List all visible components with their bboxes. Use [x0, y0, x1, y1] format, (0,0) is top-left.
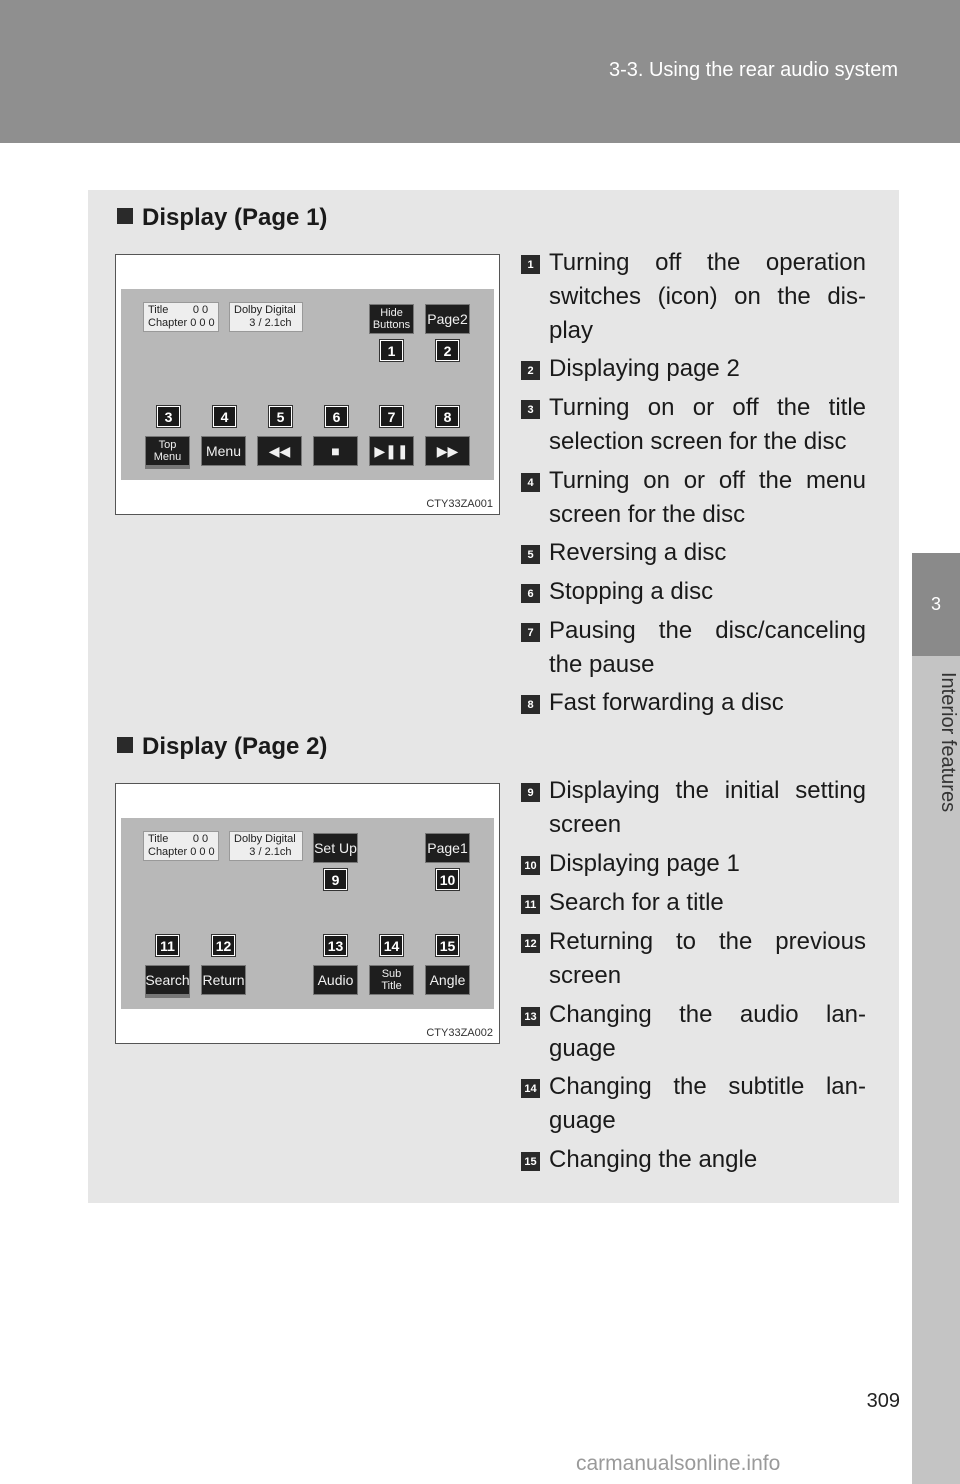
item-text: Search for a title: [549, 889, 724, 916]
item-text: Turning off the operation switches (icon) on the dis-play: [549, 249, 866, 344]
list-item: [521, 774, 866, 842]
callout-badge: 6: [325, 406, 348, 427]
item-text: Returning to the previous screen: [549, 928, 866, 989]
chapter-label: Interior features: [937, 672, 959, 813]
list-item: [521, 464, 866, 532]
item-text: Displaying page 1: [549, 850, 740, 877]
item-text: Changing the angle: [549, 1146, 758, 1173]
page2-figure: [115, 783, 500, 1044]
number-marker: 1: [521, 255, 540, 274]
page1-figure: [115, 254, 500, 515]
page1-screen: [121, 289, 494, 480]
list-item: [521, 575, 866, 609]
callout-badge: 1: [380, 340, 403, 361]
callout-badge: 8: [436, 406, 459, 427]
menu-button[interactable]: Menu: [201, 436, 246, 466]
callout-badge: 11: [156, 935, 179, 956]
list-item: [521, 847, 866, 881]
page2-heading-text: Display (Page 2): [142, 733, 328, 760]
top-menu-button[interactable]: Top Menu: [145, 436, 190, 466]
item-text: Turning on or off the title selection screen for the disc: [549, 394, 866, 455]
list-item: [521, 925, 866, 993]
number-marker: 2: [521, 361, 540, 380]
return-button[interactable]: Return: [201, 965, 246, 995]
title-chapter-info: Title 0 0 Chapter 0 0 0: [143, 831, 219, 861]
item-text: Changing the audio lan-guage: [549, 1001, 866, 1062]
callout-badge: 4: [213, 406, 236, 427]
number-marker: 14: [521, 1079, 540, 1098]
figure-caption: CTY33ZA002: [426, 1027, 493, 1039]
subtitle-button[interactable]: Sub Title: [369, 965, 414, 995]
page2-heading: [117, 733, 327, 761]
dolby-info: Dolby Digital 3 / 2.1ch: [229, 302, 303, 332]
number-marker: 7: [521, 623, 540, 642]
watermark: carmanualsonline.info: [576, 1452, 781, 1475]
page-number: 309: [866, 1390, 900, 1412]
callout-badge: 3: [157, 406, 180, 427]
item-text: Displaying page 2: [549, 355, 740, 382]
callout-badge: 13: [324, 935, 347, 956]
list-item: [521, 998, 866, 1066]
list-item: [521, 886, 866, 920]
list-item: [521, 614, 866, 682]
dolby-info: Dolby Digital 3 / 2.1ch: [229, 831, 303, 861]
item-text: Turning on or off the menu screen for the disc: [549, 467, 866, 528]
number-marker: 4: [521, 473, 540, 492]
item-text: Fast forwarding a disc: [549, 689, 784, 716]
number-marker: 9: [521, 783, 540, 802]
number-marker: 3: [521, 400, 540, 419]
list-item: [521, 1070, 866, 1138]
figure-caption: CTY33ZA001: [426, 498, 493, 510]
number-marker: 8: [521, 695, 540, 714]
chapter-number-tab: 3: [912, 553, 960, 656]
number-marker: 12: [521, 934, 540, 953]
list-item: [521, 686, 866, 720]
page2-button[interactable]: Page2: [425, 304, 470, 334]
item-text: Stopping a disc: [549, 578, 714, 605]
page1-button[interactable]: Page1: [425, 833, 470, 863]
search-button[interactable]: Search: [145, 965, 190, 995]
angle-button[interactable]: Angle: [425, 965, 470, 995]
callout-badge: 5: [269, 406, 292, 427]
callout-badge: 9: [324, 869, 347, 890]
number-marker: 10: [521, 856, 540, 875]
list-item: [521, 1143, 866, 1177]
fast-forward-button[interactable]: ▶▶: [425, 436, 470, 466]
stop-button[interactable]: ■: [313, 436, 358, 466]
section-title: 3-3. Using the rear audio system: [608, 59, 898, 81]
item-text: Pausing the disc/canceling the pause: [549, 617, 866, 678]
number-marker: 11: [521, 895, 540, 914]
callout-badge: 7: [380, 406, 403, 427]
play-pause-button[interactable]: ▶❚❚: [369, 436, 414, 466]
page-header: [0, 0, 960, 143]
callout-badge: 15: [436, 935, 459, 956]
audio-button[interactable]: Audio: [313, 965, 358, 995]
number-marker: 15: [521, 1152, 540, 1171]
page1-heading: [117, 204, 327, 232]
number-marker: 13: [521, 1007, 540, 1026]
rewind-button[interactable]: ◀◀: [257, 436, 302, 466]
list-item: [521, 246, 866, 348]
list-item: [521, 391, 866, 459]
list-item: [521, 536, 866, 570]
square-bullet-icon: [117, 737, 133, 753]
item-text: Reversing a disc: [549, 539, 727, 566]
setup-button[interactable]: Set Up: [313, 833, 358, 863]
hide-buttons-button[interactable]: Hide Buttons: [369, 304, 414, 334]
title-chapter-info: Title 0 0 Chapter 0 0 0: [143, 302, 219, 332]
page2-screen: [121, 818, 494, 1009]
number-marker: 5: [521, 545, 540, 564]
list-item: [521, 352, 866, 386]
page1-heading-text: Display (Page 1): [142, 204, 328, 231]
callout-badge: 10: [436, 869, 459, 890]
item-text: Changing the subtitle lan-guage: [549, 1073, 866, 1134]
item-text: Displaying the initial setting screen: [549, 777, 866, 838]
callout-badge: 12: [212, 935, 235, 956]
number-marker: 6: [521, 584, 540, 603]
callout-badge: 14: [380, 935, 403, 956]
callout-badge: 2: [436, 340, 459, 361]
square-bullet-icon: [117, 208, 133, 224]
